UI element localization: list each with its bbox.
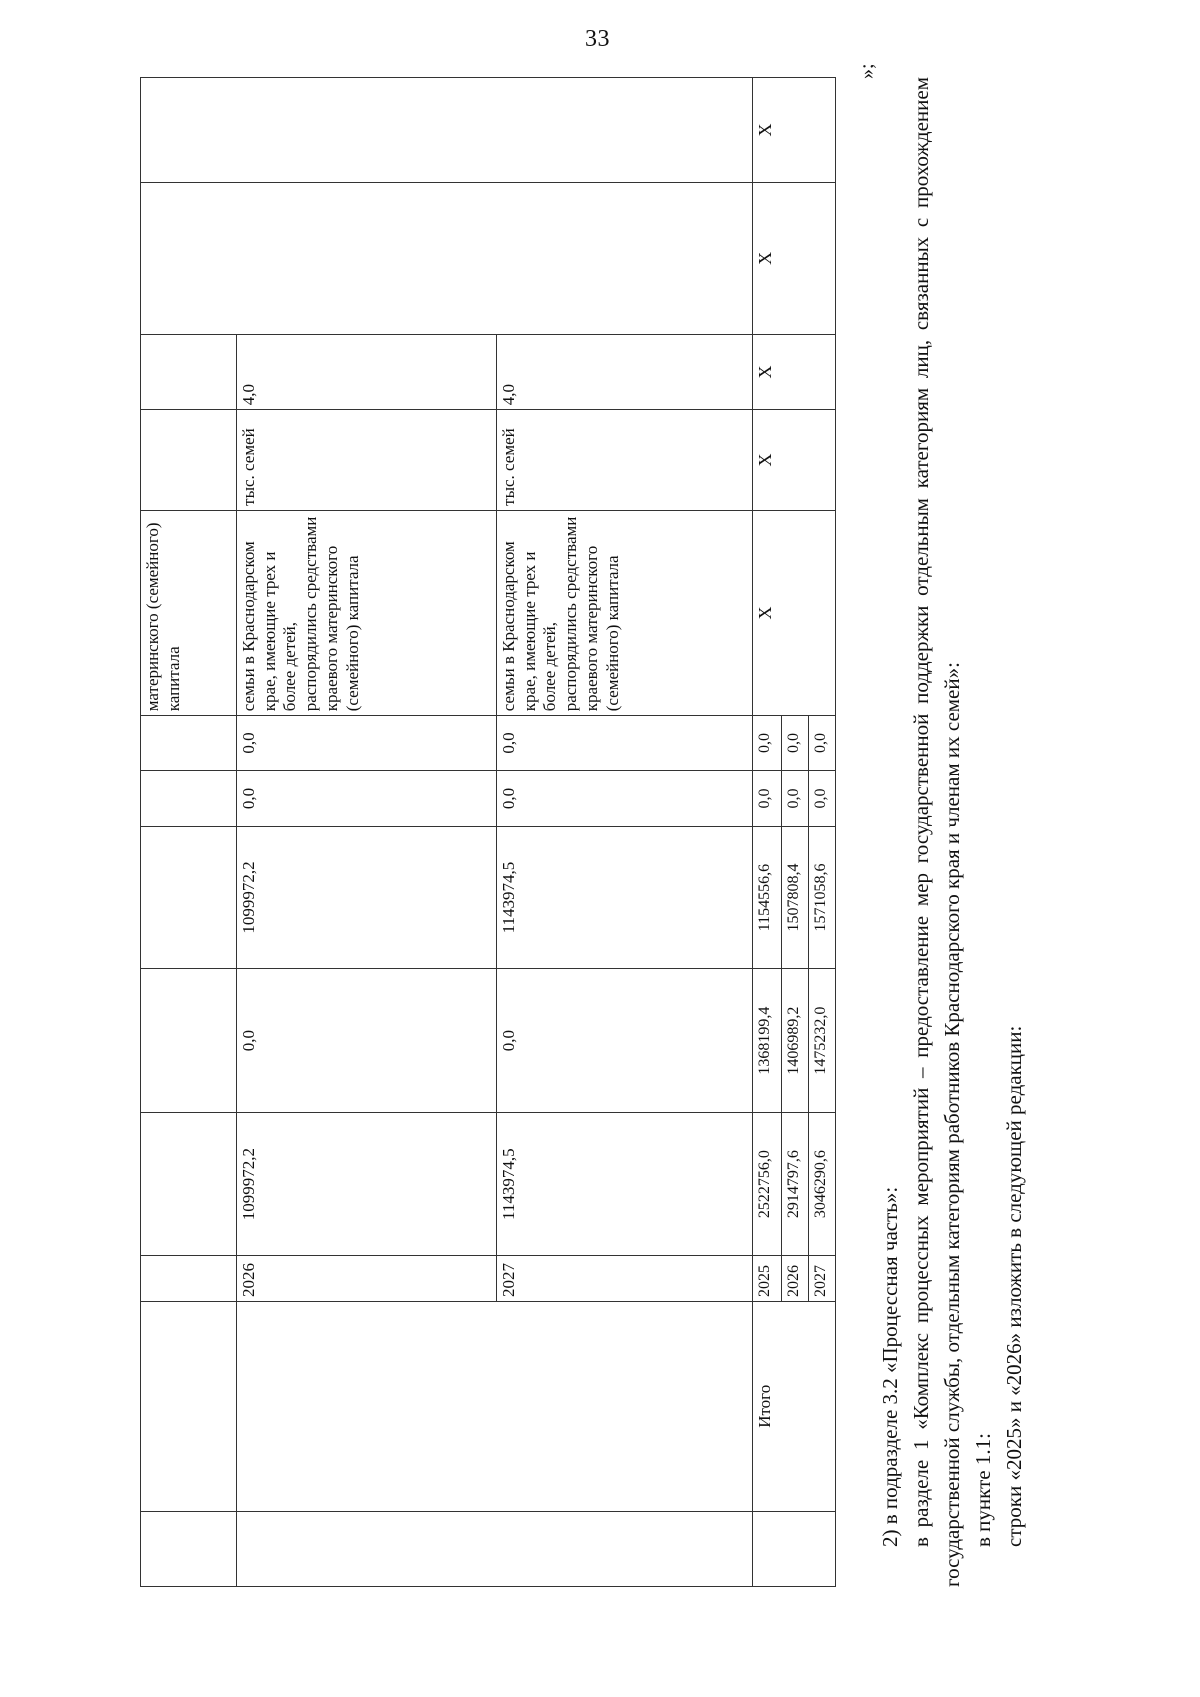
table-cell-local: 0,0 (782, 770, 809, 827)
table-cell-total-label: Итого (753, 1301, 836, 1511)
table-cell-local: 0,0 (809, 770, 836, 827)
table-cell-federal: 0,0 (237, 968, 497, 1113)
table-cell-empty (141, 716, 237, 770)
table-cell-extra: 0,0 (809, 716, 836, 770)
paragraph: строки «2025» и «2026» изложить в следующей редакции: (1002, 1025, 1026, 1547)
table-cell-indicator-continued: материнского (семейного) капитала (141, 510, 237, 715)
table-cell-x: X (753, 182, 836, 334)
table-cell-year: 2026 (782, 1255, 809, 1301)
table-cell-empty (753, 1511, 836, 1586)
table-cell-empty (141, 1113, 237, 1256)
table-cell-local: 0,0 (237, 770, 497, 827)
table-cell-total: 1099972,2 (237, 1113, 497, 1256)
table-cell-empty (141, 334, 237, 409)
table-cell-empty (141, 968, 237, 1113)
paragraph: 2) в подразделе 3.2 «Процессная часть»: (878, 1186, 902, 1547)
table-cell-extra: 0,0 (497, 716, 753, 770)
table-cell-empty (141, 410, 237, 511)
table-cell-total: 2522756,0 (753, 1113, 782, 1256)
table-cell-year: 2026 (237, 1255, 497, 1301)
table-cell-empty (141, 78, 753, 183)
table-cell-regional: 1154556,6 (753, 827, 782, 968)
table-cell-empty (141, 770, 237, 827)
table-cell-extra: 0,0 (237, 716, 497, 770)
table-cell-empty (141, 1511, 237, 1586)
table-cell-regional: 1143974,5 (497, 827, 753, 968)
page-number: 33 (585, 26, 610, 52)
table-cell-federal: 1368199,4 (753, 968, 782, 1113)
table-cell-x: X (753, 334, 836, 409)
table-cell-total: 3046290,6 (809, 1113, 836, 1256)
table-cell-year: 2027 (497, 1255, 753, 1301)
table-cell-federal: 0,0 (497, 968, 753, 1113)
table-cell-federal: 1475232,0 (809, 968, 836, 1113)
table-cell-total: 1143974,5 (497, 1113, 753, 1256)
table-cell-local: 0,0 (753, 770, 782, 827)
table-cell-year: 2025 (753, 1255, 782, 1301)
table-cell-regional: 1099972,2 (237, 827, 497, 968)
table-cell-unit: тыс. семей (237, 410, 497, 511)
table-cell-empty (237, 1511, 753, 1586)
table-row-continued (141, 78, 237, 1587)
table-cell-x: X (753, 78, 836, 183)
table-cell-regional: 1507808,4 (782, 827, 809, 968)
table-cell-x: X (753, 410, 836, 511)
table-cell-empty (237, 1301, 753, 1511)
table-cell-extra: 0,0 (753, 716, 782, 770)
table-cell-empty (141, 182, 753, 334)
table-cell-total: 2914797,6 (782, 1113, 809, 1256)
table-cell-local: 0,0 (497, 770, 753, 827)
table-cell-indicator: семьи в Краснодарском крае, имеющие трех и более детей, распорядились средствами краевого материнского (семейного) капитала (237, 510, 497, 715)
table-cell-empty (141, 1255, 237, 1301)
table-cell-empty (141, 1301, 237, 1511)
table-cell-year: 2027 (809, 1255, 836, 1301)
table-cell-federal: 1406989,2 (782, 968, 809, 1113)
table-cell-extra: 0,0 (782, 716, 809, 770)
paragraph: в пункте 1.1: (971, 1433, 995, 1547)
amendment-text (875, 77, 1030, 1587)
budget-table (140, 77, 836, 1587)
table-cell-regional: 1571058,6 (809, 827, 836, 968)
table-cell-value: 4,0 (497, 334, 753, 409)
table-cell-value: 4,0 (237, 334, 497, 409)
table-cell-indicator: семьи в Краснодарском крае, имеющие трех и более детей, распорядились средствами краевого материнского (семейного) капитала (497, 510, 753, 715)
paragraph: в разделе 1 «Комплекс процессных мероприятий – предоставление мер государственной поддержки отдельным категориям лиц, связанных с прохождением государственной службы, отдельным категориям работников Краснодарского края и членам их семей»: (909, 77, 964, 1587)
closing-quote-mark: »; (856, 63, 878, 79)
rotated-content (140, 7, 1030, 1587)
table-row-total (753, 78, 782, 1587)
table-cell-unit: тыс. семей (497, 410, 753, 511)
table-cell-empty (141, 827, 237, 968)
table-cell-x: X (753, 510, 836, 715)
